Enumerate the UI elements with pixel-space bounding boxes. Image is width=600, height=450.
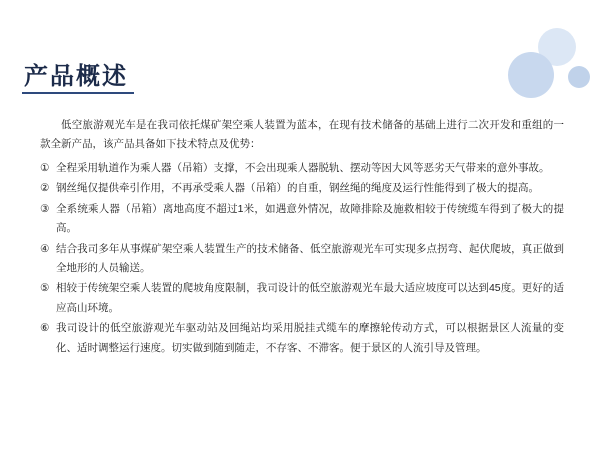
decorative-circle-accent (568, 66, 590, 88)
list-item (40, 179, 564, 198)
list-item-text: 钢丝绳仅提供牵引作用，不再承受乘人器（吊箱）的自重，钢丝绳的绳度及运行性能得到了极大的提高。 (56, 182, 539, 195)
list-item-text: 我司设计的低空旅游观光车驱动站及回绳站均采用脱挂式缆车的摩擦轮传动方式，可以根据景区人流量的变化、适时调整运行速度。切实做到随到随走，不存客、不滞客。便于景区的人流引导及管理。 (56, 322, 564, 354)
title-underline (22, 92, 134, 94)
decorative-circles (480, 0, 600, 120)
list-item (40, 240, 564, 279)
list-item (40, 159, 564, 178)
list-item (40, 279, 564, 318)
list-marker: ① (40, 161, 50, 174)
list-marker: ④ (40, 242, 50, 255)
list-item (40, 319, 564, 358)
list-marker: ③ (40, 202, 50, 215)
list-marker: ⑤ (40, 282, 50, 295)
feature-list (40, 159, 564, 358)
decorative-circle-primary (508, 52, 554, 98)
list-marker: ② (40, 182, 50, 195)
list-item-text: 全系统乘人器（吊箱）离地高度不超过1米，如遇意外情况，故障排除及施救相较于传统缆车得到了极大的提高。 (56, 202, 564, 235)
list-marker: ⑥ (40, 322, 50, 335)
list-item-text: 相较于传统架空乘人装置的爬坡角度限制，我司设计的低空旅游观光车最大适应坡度可以达到45度。更好的适应高山环境。 (56, 282, 564, 314)
decorative-circle-secondary (538, 28, 576, 66)
page-title: 产品概述 (24, 63, 128, 90)
list-item-text: 全程采用轨道作为乘人器（吊箱）支撑，不会出现乘人器脱轨、摆动等因大风等恶劣天气带来的意外事故。 (56, 161, 550, 174)
intro-paragraph: 低空旅游观光车是在我司依托煤矿架空乘人装置为蓝本，在现有技术储备的基础上进行二次开发和重组的一款全新产品，该产品具备如下技术特点及优势： (40, 119, 564, 151)
content-body (40, 116, 564, 359)
list-item-text: 结合我司多年从事煤矿架空乘人装置生产的技术储备、低空旅游观光车可实现多点拐弯、起伏爬坡，真正做到全地形的人员输送。 (56, 242, 564, 274)
list-item (40, 200, 564, 239)
